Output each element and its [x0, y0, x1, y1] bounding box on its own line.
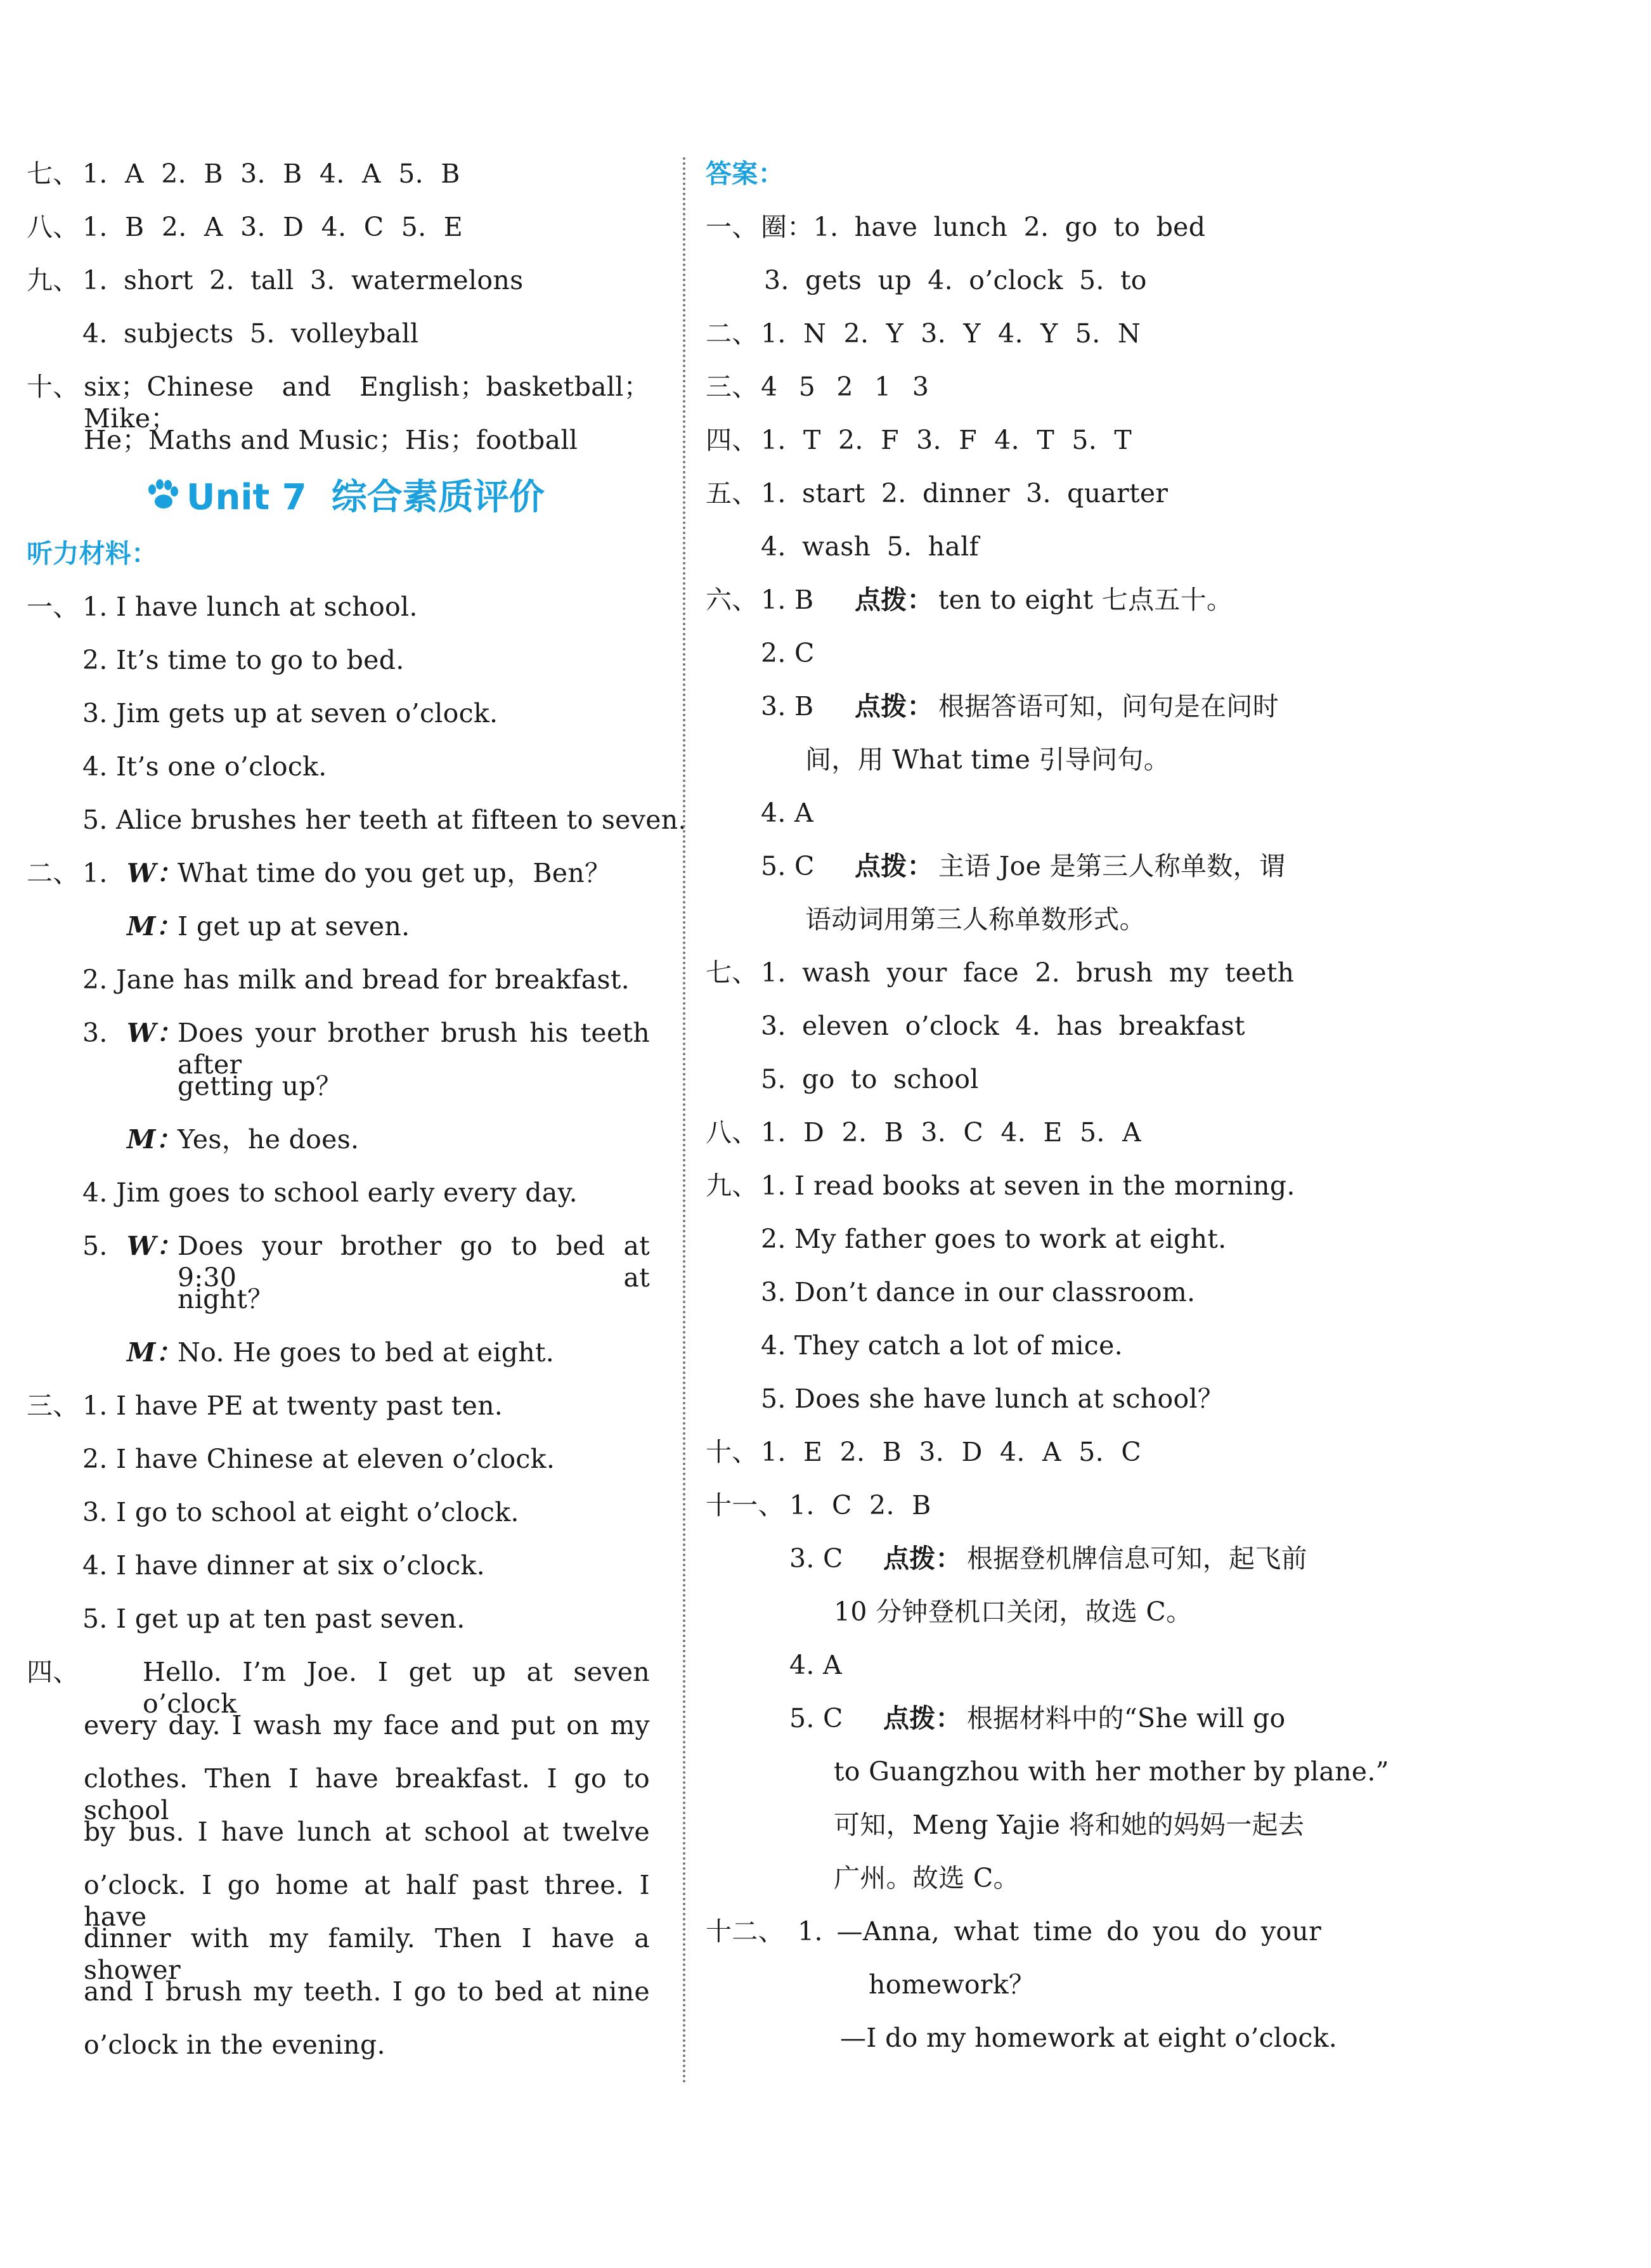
list-item: 2. My father goes to work at eight. — [761, 1224, 1227, 1254]
dialogue-line: Does your brother go to bed at 9:30 at — [178, 1231, 650, 1293]
speaker-m: M： — [127, 1337, 182, 1368]
answer-12-number: 十二、 — [706, 1916, 784, 1947]
answers-header: 答案： — [706, 159, 784, 189]
answer-7-number: 七、 — [706, 957, 758, 988]
q8-answers: 1. B 2. A 3. D 4. C 5. E — [82, 212, 463, 242]
list-item: 4. It’s one o’clock. — [82, 751, 327, 782]
item-number: 5. — [82, 1231, 108, 1261]
tip-text: 广州。故选 C。 — [834, 1863, 1020, 1893]
answer-7-line-2: 3. eleven o’clock 4. has breakfast — [761, 1011, 1245, 1041]
passage-line: Hello. I’m Joe. I get up at seven o’clock — [143, 1657, 650, 1719]
listening-2-number: 二、 — [27, 858, 79, 888]
passage-line: dinner with my family. Then I have a shower — [84, 1923, 650, 1985]
answer-5-line-1: 1. start 2. dinner 3. quarter — [761, 478, 1169, 509]
answer-8-text: 1. D 2. B 3. C 4. E 5. A — [761, 1117, 1141, 1148]
answer-7-line-3: 5. go to school — [761, 1064, 979, 1094]
list-item: 3. Jim gets up at seven o’clock. — [82, 698, 498, 729]
list-item: 3. Don’t dance in our classroom. — [761, 1277, 1196, 1307]
paw-icon — [146, 479, 179, 510]
answer-1-line-1: 圈：1. have lunch 2. go to bed — [761, 212, 1206, 242]
listening-3-number: 三、 — [27, 1390, 79, 1421]
tip-text: 根据答语可知，问句是在问时 — [938, 691, 1279, 722]
answer-item: 5. C — [789, 1703, 843, 1733]
answer-2-text: 1. N 2. Y 3. Y 4. Y 5. N — [761, 318, 1141, 349]
answer-9-number: 九、 — [706, 1170, 758, 1201]
answer-2-number: 二、 — [706, 318, 758, 349]
list-item: 3. I go to school at eight o’clock. — [82, 1497, 519, 1527]
speaker-w: W： — [127, 1231, 183, 1261]
answer-10-number: 十、 — [706, 1437, 758, 1467]
tip-text: 间，用 What time 引导问句。 — [805, 744, 1170, 775]
dialogue-line: No. He goes to bed at eight. — [178, 1337, 555, 1368]
tip-label: 点拨： — [855, 585, 933, 615]
answer-5-number: 五、 — [706, 478, 758, 509]
unit-title-text: Unit 7 综合素质评价 — [186, 477, 545, 518]
tip-text: 10 分钟登机口关闭，故选 C。 — [834, 1597, 1193, 1627]
dialogue-line: Yes，he does. — [178, 1124, 359, 1155]
list-item: 1. I have lunch at school. — [82, 592, 418, 622]
q10-number: 十、 — [27, 372, 79, 402]
tip-label: 点拨： — [855, 691, 933, 722]
answer-7-line-1: 1. wash your face 2. brush my teeth — [761, 957, 1295, 988]
answer-item: 2. C — [761, 638, 815, 668]
answer-3-text: 4 5 2 1 3 — [761, 372, 929, 402]
list-item: 5. Does she have lunch at school？ — [761, 1383, 1224, 1414]
answer-1-number: 一、 — [706, 212, 758, 242]
answer-item: 5. C — [761, 851, 815, 881]
q8-number: 八、 — [27, 212, 79, 242]
answer-4-number: 四、 — [706, 425, 758, 455]
list-item: 4. I have dinner at six o’clock. — [82, 1550, 485, 1581]
q10-line-1: six；Chinese and English；basketball；Mike； — [84, 372, 650, 434]
dialogue-line: What time do you get up，Ben？ — [178, 858, 611, 888]
speaker-m: M： — [127, 1124, 182, 1155]
q10-line-2: He；Maths and Music；His；football — [84, 425, 578, 455]
list-item: 1. I have PE at twenty past ten. — [82, 1390, 503, 1421]
listening-4-number: 四、 — [27, 1657, 79, 1687]
passage-line: o’clock. I go home at half past three. I have — [84, 1870, 650, 1932]
listening-header: 听力材料： — [27, 538, 158, 569]
list-item: 4. Jim goes to school early every day. — [82, 1177, 578, 1208]
q7-number: 七、 — [27, 159, 79, 189]
tip-text: 可知，Meng Yajie 将和她的妈妈一起去 — [834, 1810, 1305, 1840]
answer-item: 3. B — [761, 691, 814, 722]
list-item: 5. I get up at ten past seven. — [82, 1604, 465, 1634]
tip-text: 主语 Joe 是第三人称单数，谓 — [938, 851, 1286, 881]
answer-6-number: 六、 — [706, 585, 758, 615]
item-number: 3. — [82, 1018, 108, 1048]
passage-line: and I brush my teeth. I go to bed at nine — [84, 1976, 650, 2007]
answer-item: 1. B — [761, 585, 814, 615]
dialogue-line: homework？ — [869, 1969, 1035, 2000]
tip-text: to Guangzhou with her mother by plane.” — [834, 1756, 1389, 1787]
answer-item: 3. C — [789, 1543, 843, 1574]
tip-text: 根据登机牌信息可知，起飞前 — [967, 1543, 1307, 1574]
list-item: 1. I read books at seven in the morning. — [761, 1170, 1295, 1201]
dialogue-line: I get up at seven. — [178, 911, 410, 942]
q7-answers: 1. A 2. B 3. B 4. A 5. B — [82, 159, 460, 189]
passage-line: by bus. I have lunch at school at twelve — [84, 1817, 650, 1847]
dialogue-line: 1. —Anna, what time do you do your — [798, 1916, 1321, 1947]
tip-label: 点拨： — [855, 851, 933, 881]
speaker-w: W： — [127, 858, 183, 888]
answer-item: 4. A — [761, 798, 813, 828]
list-item: 5. Alice brushes her teeth at fifteen to seven. — [82, 805, 687, 835]
list-item: 2. Jane has milk and bread for breakfast. — [82, 964, 630, 995]
answer-10-text: 1. E 2. B 3. D 4. A 5. C — [761, 1437, 1141, 1467]
speaker-w: W： — [127, 1018, 183, 1048]
passage-line: o’clock in the evening. — [84, 2030, 385, 2060]
listening-1-number: 一、 — [27, 592, 79, 622]
unit-title — [146, 469, 545, 520]
item-number: 1. — [82, 858, 108, 888]
dialogue-line: —I do my homework at eight o’clock. — [840, 2023, 1338, 2053]
dialogue-line: getting up？ — [178, 1071, 342, 1101]
speaker-m: M： — [127, 911, 182, 942]
tip-text: 语动词用第三人称单数形式。 — [805, 904, 1146, 935]
answer-item: 4. A — [789, 1650, 842, 1680]
answer-4-text: 1. T 2. F 3. F 4. T 5. T — [761, 425, 1132, 455]
tip-text: ten to eight 七点五十。 — [938, 585, 1233, 615]
dialogue-line: night？ — [178, 1284, 274, 1314]
tip-text: 根据材料中的“She will go — [967, 1703, 1286, 1733]
q9-number: 九、 — [27, 265, 79, 295]
answer-1-line-2: 3. gets up 4. o’clock 5. to — [764, 265, 1147, 295]
q9-line-2: 4. subjects 5. volleyball — [82, 318, 419, 349]
q9-line-1: 1. short 2. tall 3. watermelons — [82, 265, 524, 295]
dialogue-line: Does your brother brush his teeth after — [178, 1018, 650, 1080]
column-divider — [683, 157, 685, 2085]
answer-3-number: 三、 — [706, 372, 758, 402]
list-item: 4. They catch a lot of mice. — [761, 1330, 1123, 1361]
answer-8-number: 八、 — [706, 1117, 758, 1148]
tip-label: 点拨： — [883, 1703, 962, 1733]
answer-item: 1. C 2. B — [789, 1490, 931, 1520]
passage-line: every day. I wash my face and put on my — [84, 1710, 650, 1740]
answer-5-line-2: 4. wash 5. half — [761, 531, 979, 562]
passage-line: clothes. Then I have breakfast. I go to school — [84, 1763, 650, 1825]
answer-11-number: 十一、 — [706, 1490, 784, 1520]
list-item: 2. It’s time to go to bed. — [82, 645, 405, 675]
tip-label: 点拨： — [883, 1543, 962, 1574]
list-item: 2. I have Chinese at eleven o’clock. — [82, 1444, 555, 1474]
